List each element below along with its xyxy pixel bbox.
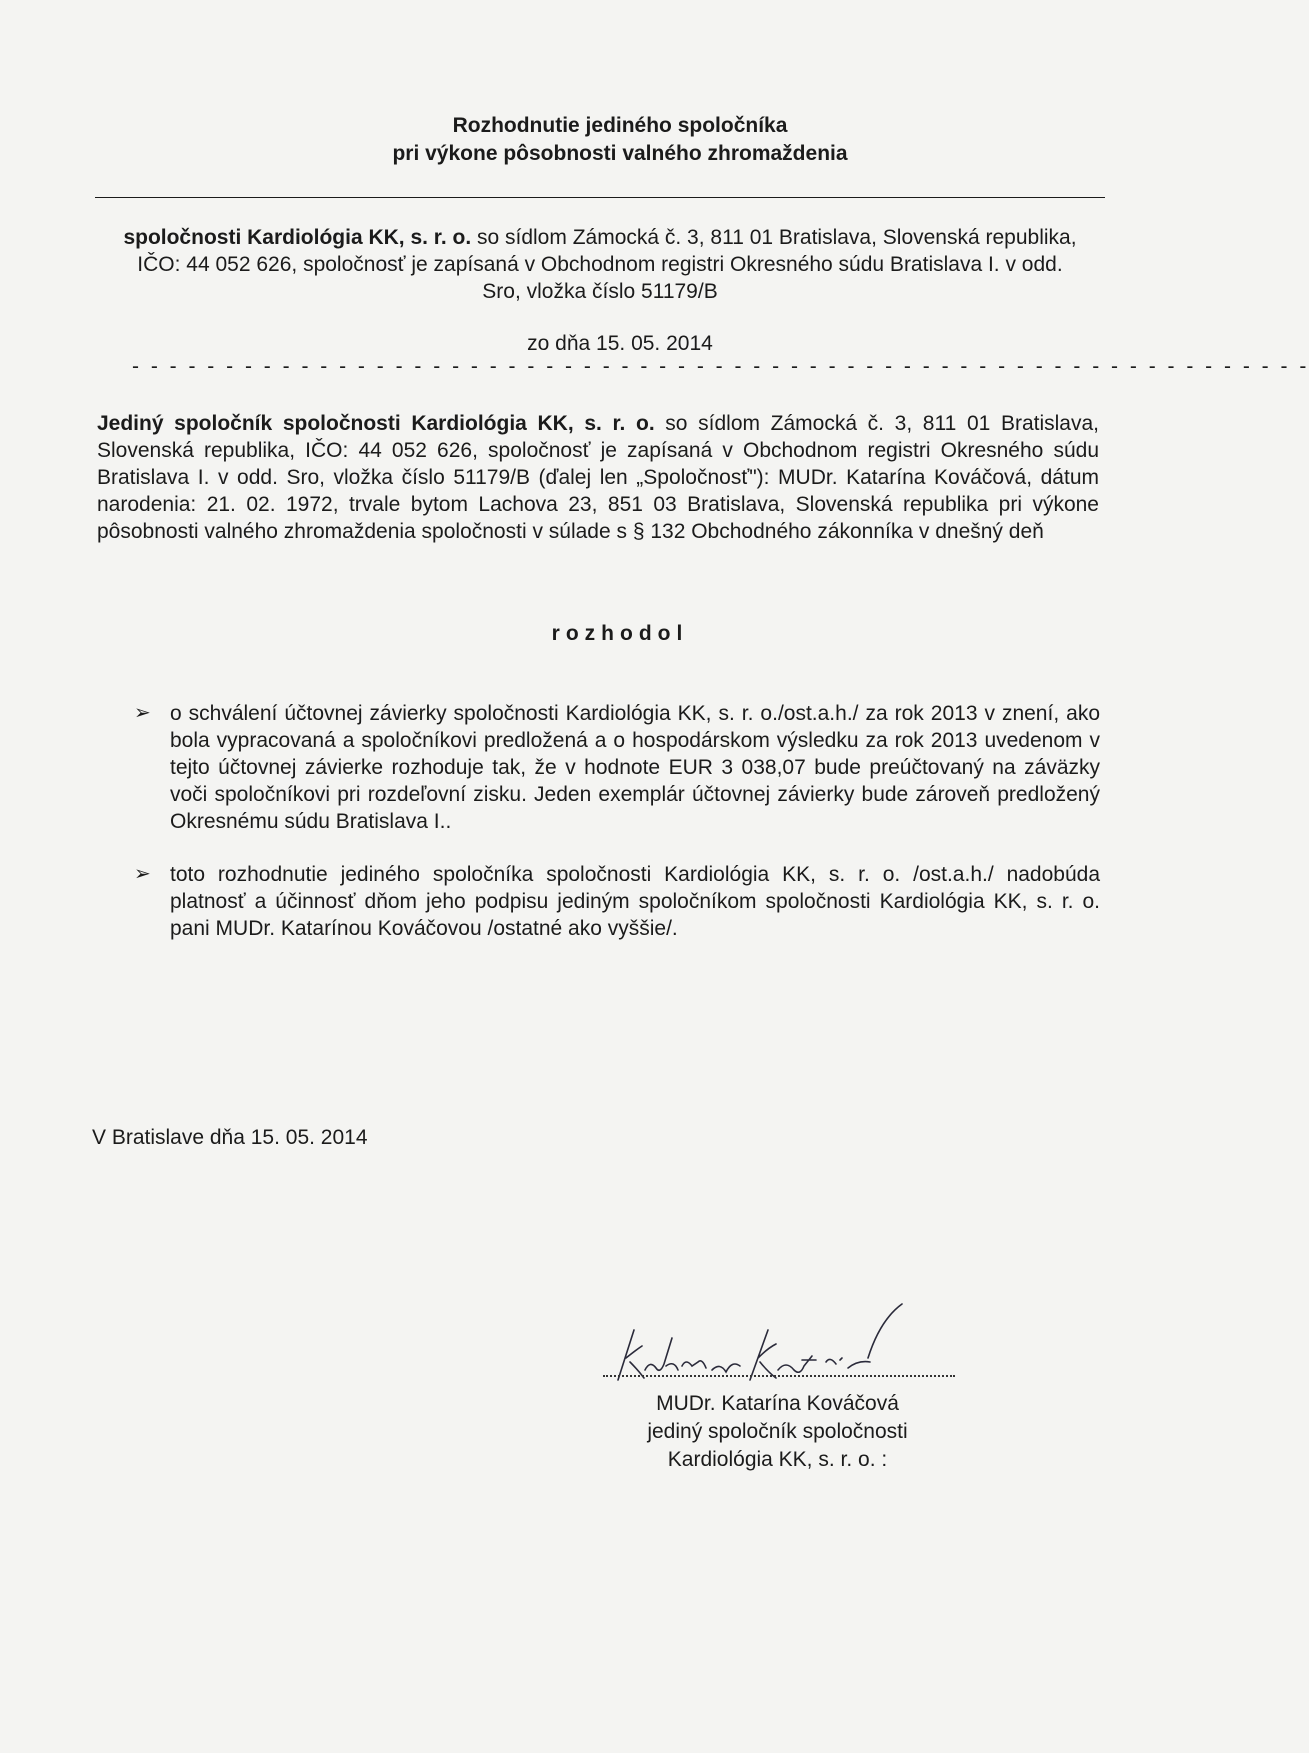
signatory-company: Kardiológia KK, s. r. o. : [667,1448,888,1471]
decision-list [134,700,1100,942]
company-name: spoločnosti Kardiológia KK, s. r. o. [123,226,472,249]
decision-item [134,700,1100,835]
decision-date: zo dňa 15. 05. 2014 [527,332,713,355]
document-title [0,112,1240,168]
intro-text: so sídlom Zámocká č. 3, 811 01 Bratislava, Slovenská republika, IČO: 44 052 626, spoločnosť je zapísaná v Obchodnom registri Okresného súdu Bratislava I. v odd. Sro, vložka číslo 51179/B (ďalej len „Spoločnosť"): MUDr. Katarína Kováčová, dátum narodenia: 21. 02. 1972, trvale bytom Lachova 23, 851 03 Bratislava, Slovenská republika pri výkone pôsobnosti valného zhromaždenia spoločnosti v súlade s § 132 Obchodného zákonníka v dnešný deň [97,412,1099,543]
decided-heading: rozhodol [551,622,689,645]
title-divider [95,197,1105,198]
dashed-separator: - - - - - - - - - - - - - - - - - - - - - - - - - - - - - - - - - - - - - - - - - - - - - - - - - - - - - - - - - - - - - - - [132,355,1309,378]
decision-text: o schválení účtovnej závierky spoločnosti Kardiológia KK, s. r. o./ost.a.h./ za rok 2013 v znení, ako bola vypracovaná a spoločníkovi predložená a o hospodárskom výsledku za rok 2013 uvedenom v tejto účtovnej závierke rozhoduje tak, že v hodnote EUR 3 038,07 bude preúčtovaný na záväzky voči spoločníkovi pri rozdeľovní zisku. Jeden exemplár účtovnej závierky bude zároveň predložený Okresnému súdu Bratislava I.. [170,702,1100,833]
title-line-1: Rozhodnutie jediného spoločníka [452,114,788,137]
signatory-role: jediný spoločník spoločnosti [647,1420,908,1443]
company-block [120,224,1080,305]
intro-paragraph [97,410,1099,545]
company-details: so sídlom Zámocká č. 3, 811 01 Bratislava, Slovenská republika, IČO: 44 052 626, spoločnosť je zapísaná v Obchodnom registri Okresného súdu Bratislava I. v odd. Sro, vložka číslo 51179/B [137,226,1077,303]
title-line-2: pri výkone pôsobnosti valného zhromaždenia [392,142,848,165]
decision-item [134,861,1100,942]
arrow-bullet-icon: ➢ [134,702,151,724]
intro-subject: Jediný spoločník spoločnosti Kardiológia KK, s. r. o. [97,412,655,435]
signatory-name: MUDr. Katarína Kováčová [656,1392,899,1415]
arrow-bullet-icon: ➢ [134,863,151,885]
place-and-date: V Bratislave dňa 15. 05. 2014 [92,1126,368,1149]
decision-text: toto rozhodnutie jediného spoločníka spoločnosti Kardiológia KK, s. r. o. /ost.a.h./ nadobúda platnosť a účinnosť dňom jeho podpisu jediným spoločníkom spoločnosti Kardiológia KK, s. r. o. pani MUDr. Katarínou Kováčovou /ostatné ako vyššie/. [170,863,1100,940]
signature-line [603,1375,955,1377]
signatory-block [600,1390,955,1474]
